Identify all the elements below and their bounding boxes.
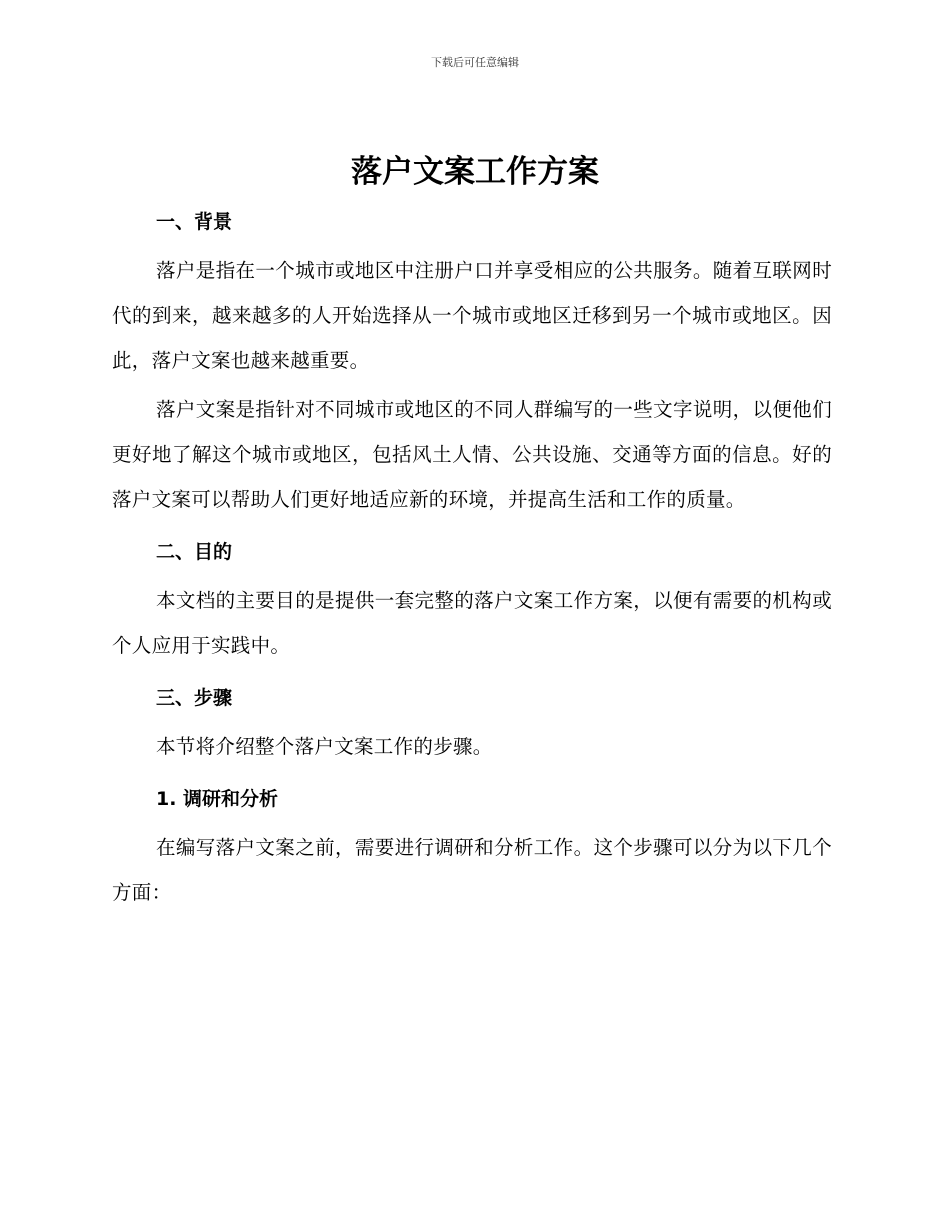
document-body — [112, 204, 832, 915]
background-paragraph-2: 落户文案是指针对不同城市或地区的不同人群编写的一些文字说明，以便他们更好地了解这个城市或地区，包括风土人情、公共设施、交通等方面的信息。好的落户文案可以帮助人们更好地适应新的环境，并提高生活和工作的质量。 — [112, 398, 832, 511]
steps-paragraph-1: 本节将介绍整个落户文案工作的步骤。 — [156, 735, 493, 758]
research-paragraph-1: 在编写落户文案之前，需要进行调研和分析工作。这个步骤可以分为以下几个方面： — [112, 836, 832, 904]
section-heading-steps: 三、步骤 — [156, 687, 233, 709]
subsection-heading-research: 1. 调研和分析 — [156, 788, 279, 810]
purpose-paragraph-1: 本文档的主要目的是提供一套完整的落户文案工作方案，以便有需要的机构或个人应用于实践中。 — [112, 589, 832, 657]
background-paragraph-1: 落户是指在一个城市或地区中注册户口并享受相应的公共服务。随着互联网时代的到来，越来越多的人开始选择从一个城市或地区迁移到另一个城市或地区。因此，落户文案也越来越重要。 — [112, 259, 832, 372]
section-heading-purpose: 二、目的 — [156, 541, 233, 563]
header-note: 下载后可任意编辑 — [431, 56, 519, 69]
section-heading-background: 一、背景 — [156, 211, 233, 233]
page-title: 落户文案工作方案 — [351, 154, 599, 190]
